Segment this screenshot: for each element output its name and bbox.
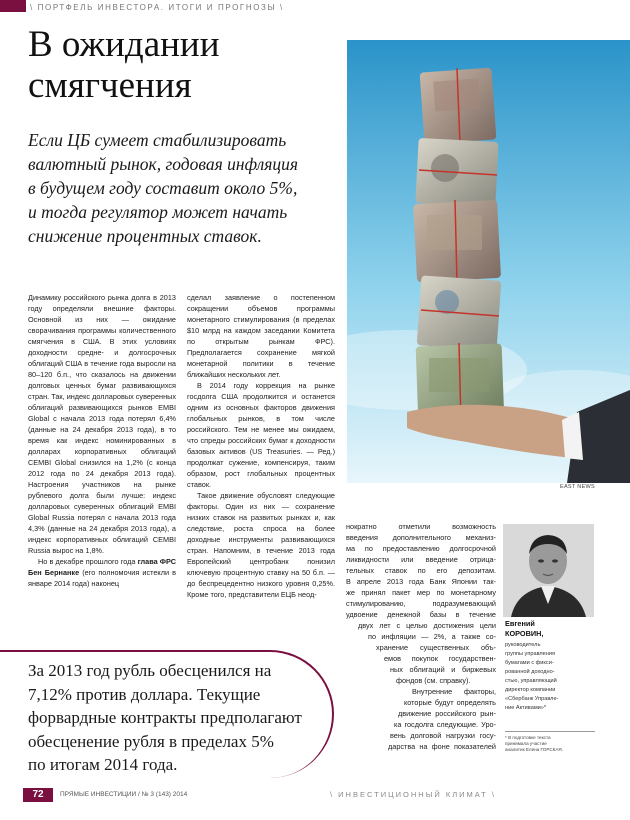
role-line: «Сбербанк Управле- (505, 696, 559, 702)
paragraph (28, 556, 176, 589)
article-title (28, 24, 348, 106)
text-span: Но в декабре прошлого года (38, 557, 138, 566)
line: по инфляции — 2%, а также со- (368, 632, 496, 641)
article-lead (28, 128, 338, 248)
publication-info: ПРЯМЫЕ ИНВЕСТИЦИИ / № 3 (143) 2014 (60, 791, 188, 798)
line: нократно отметили возможность (346, 522, 496, 531)
line: удвоение денежной базы в течение (346, 610, 496, 619)
paragraph: Динамику российского рынка долга в 2013 году определяли внешние факторы. Основной из них — ожидание сворачивания программы количественного смягчения в США. В этих условиях доходности средне- и долгосрочных облигаций США в течение года выросли на 80–120 б.п., что сказалось на движении долговых ценных бумаг развивающихся стран. Так, индекс долларовых суверенных облигаций развивающихся рынков EMBI Global с начала 2013 года потерял 6,4% (данные на 24 декабря 2013 года), в то время как индекс номинированных в долларах корпоративных облигаций CEMBI Global снизился на 1,2% (с конца 2012 года по 24 декабря 2013 года). Настроения участников на рынке рублевого долга были лучше: индекс долларовых суверенных облигаций EMBI Global Russia потерял с начала 2013 года 4,3% (данные на 24 декабря 2013 года), а индекс корпоративных облигаций CEMBI Russia вырос на 1,8%. (28, 293, 176, 555)
role-line: бумагами с фикси- (505, 660, 554, 666)
footnote (505, 735, 563, 753)
body-column-3 (346, 521, 496, 752)
line: стимулированию, подразумевающий (346, 599, 496, 608)
line: Внутренние факторы, (412, 687, 496, 696)
line: двух лет с целью достижения цели (358, 621, 496, 630)
pullquote-line: по итогам 2014 года. (28, 755, 178, 774)
lead-line: и тогда регулятор может начать (28, 202, 288, 222)
line: которые будут определять (404, 698, 496, 707)
line: же принял пакет мер по монетарному (346, 588, 496, 597)
money-cubes-photo (347, 40, 630, 483)
role-line: директор компании (505, 687, 556, 693)
footnote-line: аналитик Елена ГОРСКАЯ. (505, 747, 563, 752)
line: ка госдолга следующие. Уро- (394, 720, 496, 729)
author-portrait (503, 524, 594, 617)
lead-line: Если ЦБ сумеет стабилизировать (28, 130, 287, 150)
line: хранение существенных объ- (376, 643, 496, 652)
section-header: \ ПОРТФЕЛЬ ИНВЕСТОРА. ИТОГИ И ПРОГНОЗЫ \ (30, 3, 284, 12)
lead-line: валютный рынок, годовая инфляция (28, 154, 298, 174)
pullquote-line: форвардные контракты предполагают (28, 708, 302, 727)
line: вень долговой нагрузки госу- (390, 731, 496, 740)
role-line: рованной доходно- (505, 669, 555, 675)
paragraph: сделал заявление о постепенном сокращении объемов программы монетарного стимулирования (в пределах $10 млрд на каждом заседании Комитета по открытым рынкам ФРС). Предполагается сохранение мягкой монетарной политики в течение ближайших нескольких лет. (187, 293, 335, 379)
author-photo (503, 524, 594, 617)
role-line: стью, управляющий (505, 678, 557, 684)
body-column-1 (28, 292, 176, 612)
paragraph: Такое движение обусловят следующие факторы. Один из них — сохранение низких ставок на развитых рынках и, как следствие, роста спроса на более доходные инструменты развивающихся стран. Напомним, в течение 2013 года Европейский центробанк понизил ключевую процентную ставку на 50 б.п. — до беспрецедентно низкого уровня 0,25%. Кроме того, представители ЕЦБ неод- (187, 491, 335, 599)
title-line-2: смягчения (28, 65, 192, 106)
paragraph: В 2014 году коррекция на рынке госдолга США продолжится и останется одним из основных факторов движения глобальных рынков, в том числе российского. Тем не менее мы ожидаем, что спреды российских бумаг к доходности базовых активов (US Treasuries. — Ред.) продолжат сужение, компенсируя, таким образом, рост глобальных процентных ставок. (187, 381, 335, 489)
pullquote-line: За 2013 год рубль обесценился на (28, 661, 272, 680)
author-name (505, 619, 543, 639)
line: введения дополнительного механиз- (346, 533, 496, 542)
pullquote (28, 659, 302, 777)
page-number: 72 (23, 788, 53, 802)
body-column-2 (187, 292, 335, 632)
text-span: (его полномочия истекли в январе 2014 года) наконец (28, 568, 176, 588)
role-line: группы управления (505, 651, 556, 657)
pullquote-line: обесценение рубля в пределах 5% (28, 731, 274, 751)
title-line-1: В ожидании (28, 24, 220, 65)
line: ликвидности или введение отрица- (346, 555, 496, 564)
photo-credit: EAST NEWS (560, 484, 595, 490)
lead-line: снижение процентных ставок. (28, 226, 262, 246)
footer-section-label: \ ИНВЕСТИЦИОННЫЙ КЛИМАТ \ (330, 790, 496, 799)
line: движение российского рын- (398, 709, 496, 718)
lead-line: в будущем году составит около 5%, (28, 178, 298, 198)
author-last-name: КОРОВИН, (505, 629, 544, 638)
line: тельных ставок по его депозитам. (346, 566, 496, 575)
header-accent-bar (0, 0, 26, 12)
author-first-name: Евгений (505, 619, 535, 628)
line: дарства на фоне показателей (388, 742, 496, 751)
line: ных облигаций и биржевых (390, 665, 496, 674)
money-cubes-illustration (347, 40, 630, 483)
line: емов покупок государствен- (384, 654, 496, 663)
role-line: руководитель (505, 642, 541, 648)
footnote-line: * В подготовке текста (505, 735, 551, 740)
role-line: ние Активами»* (505, 705, 547, 711)
author-role (505, 641, 558, 713)
pullquote-line: 7,12% против доллара. Текущие (28, 684, 261, 704)
line: фондов (см. справку). (396, 676, 471, 685)
line: В апреле 2013 года Банк Японии так- (346, 577, 496, 586)
footnote-divider (505, 731, 595, 732)
footnote-line: принимала участие (505, 741, 547, 746)
line: ма по предоставлению долгосрочной (346, 544, 496, 553)
cube-stack (413, 68, 504, 425)
highlight: глава ФРС Бен Бернанке (28, 557, 176, 577)
